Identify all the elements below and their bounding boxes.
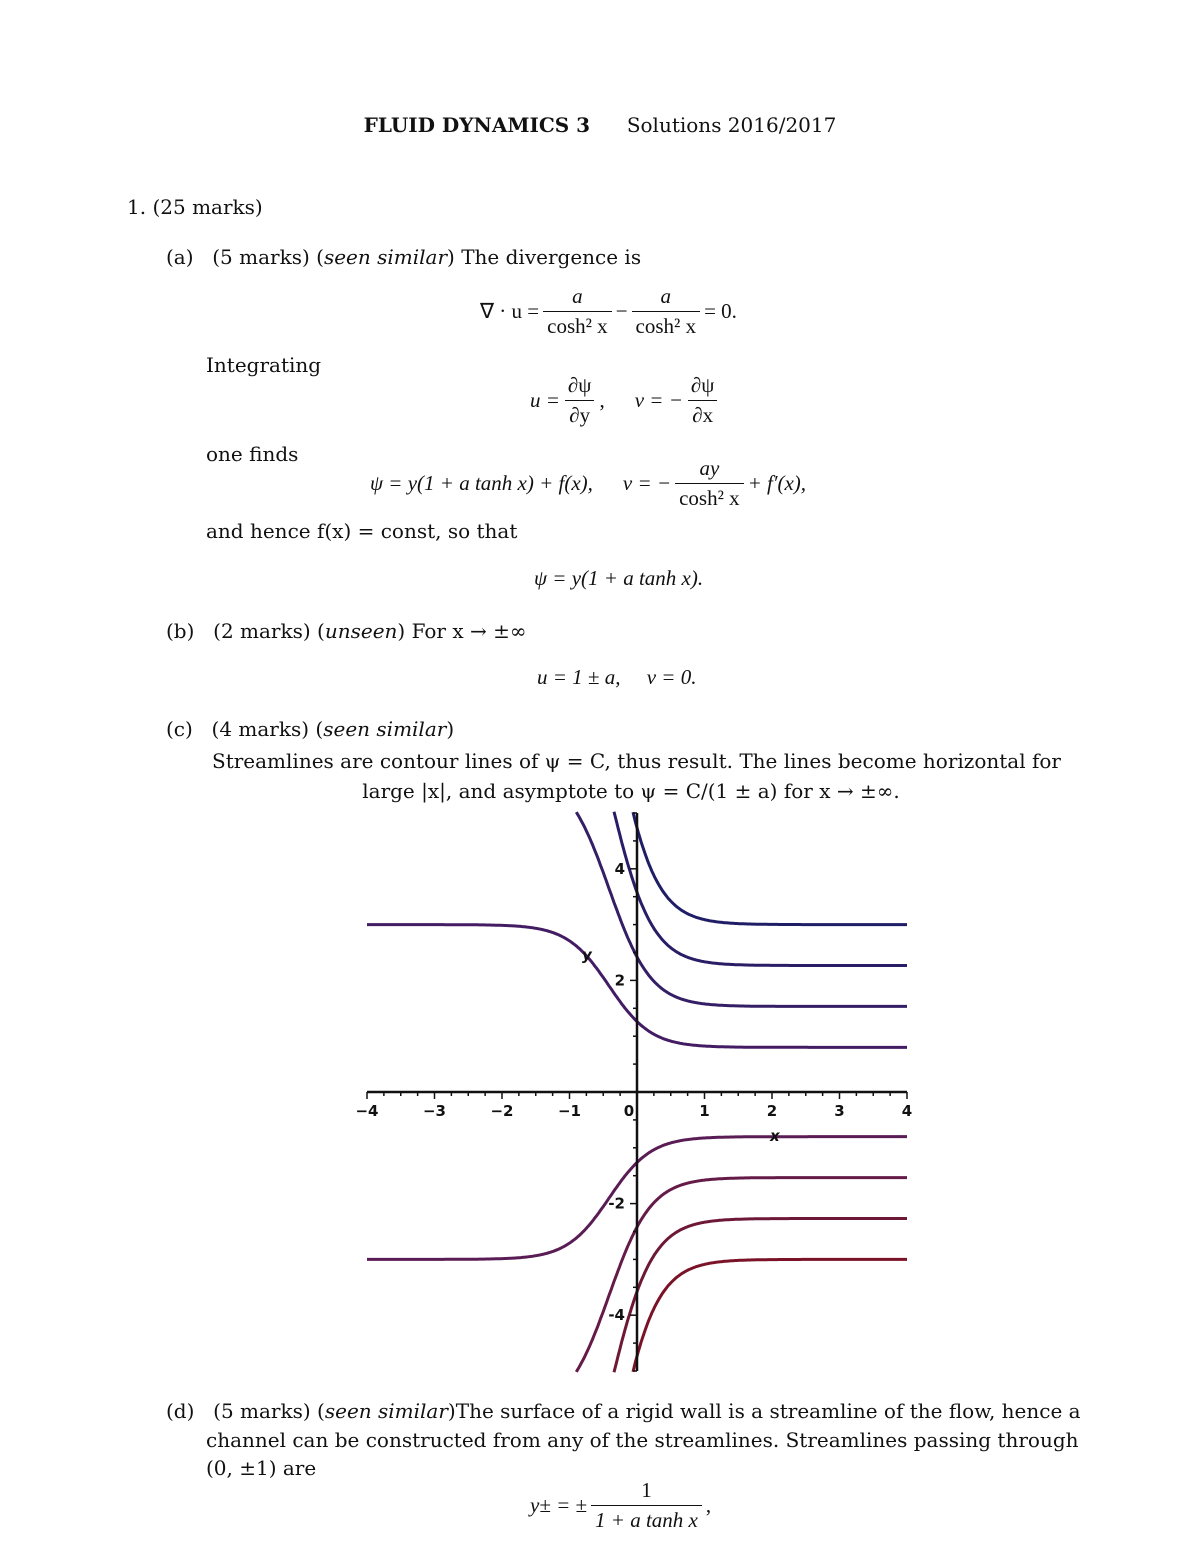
velocity-equation: u = $\frac{\partial\psi}{\partial y}$ , v = − $\frac{\partial\psi}{\partial x}$ — [530, 373, 722, 428]
eq1-frac-1 — [543, 284, 612, 339]
eq3-den: cosh² x — [675, 483, 744, 511]
eq2-den-2: ∂x — [688, 400, 717, 428]
eq2-frac-1 — [564, 373, 596, 428]
streamfunction-equation — [370, 456, 806, 511]
streamline-8 — [633, 1259, 907, 1371]
page-title — [0, 113, 1200, 137]
eq-d-frac — [591, 1478, 702, 1533]
eq-d-tail: , — [705, 1493, 712, 1517]
part-c-heading: (c) (4 marks) (seen similar) — [166, 717, 455, 741]
final-streamfunction: ψ = y(1 + a tanh x). — [534, 566, 704, 590]
part-d-line-2: channel can be constructed from any of the streamlines. Streamlines passing through — [206, 1428, 1079, 1452]
part-d-label: (d) — [166, 1399, 195, 1423]
part-a-heading: (a) (5 marks) (seen similar) The divergence is — [166, 245, 642, 269]
eq2-u: u = — [530, 388, 560, 412]
eq2-v: v = − — [634, 388, 683, 412]
question-heading — [127, 195, 263, 219]
part-a-marks: (5 marks) — [212, 245, 310, 269]
x-tick-label: −1 — [557, 1102, 582, 1120]
part-a-intro: The divergence is — [461, 245, 642, 269]
eq-d-lhs: y± = ± — [530, 1493, 588, 1517]
part-a-tag: seen similar — [323, 245, 448, 269]
eq1-lhs: ∇ · u = — [480, 299, 540, 323]
part-b-label: (b) — [166, 619, 195, 643]
streamline-7 — [614, 1219, 907, 1373]
eq1-num-2: a — [660, 284, 672, 308]
eq3-frac — [675, 456, 744, 511]
part-d-line-1: The surface of a rigid wall is a streamline of the flow, hence a — [455, 1399, 1081, 1423]
eq2-num-1: ∂ψ — [567, 373, 592, 397]
part-c-line-2: large |x|, and asymptote to ψ = C/(1 ± a) for x → ±∞. — [362, 779, 900, 803]
hence-text: and hence f(x) = const, so that — [206, 519, 518, 543]
eq3-v: v = − — [622, 471, 672, 495]
y-tick-label: 4 — [614, 859, 625, 878]
part-a-label: (a) — [166, 245, 194, 269]
y-tick-label: -4 — [608, 1306, 625, 1325]
y-tick-label: 2 — [614, 971, 625, 990]
part-c-label: (c) — [166, 717, 193, 741]
question-number: 1. — [127, 195, 147, 219]
part-b-heading: (b) (2 marks) (unseen) For x → ±∞ — [166, 619, 527, 643]
x-axis-label: x — [770, 1127, 780, 1145]
y-tick-label: -2 — [608, 1194, 625, 1213]
x-tick-label: 3 — [834, 1102, 845, 1120]
part-d-marks: (5 marks) — [213, 1399, 311, 1423]
eq3-tail: + f′(x), — [747, 471, 807, 495]
streamline-3 — [576, 812, 907, 1006]
eq1-frac-2 — [632, 284, 701, 339]
x-tick-label: −4 — [355, 1102, 379, 1120]
eq1-den-2: cosh² x — [632, 311, 701, 339]
part-c-line-1: Streamlines are contour lines of ψ = C, thus result. The lines become horizontal for — [212, 749, 1061, 773]
eq-d-den: 1 + a tanh x — [591, 1505, 702, 1533]
part-d-tag: seen similar — [324, 1399, 448, 1423]
x-tick-label: −2 — [490, 1102, 514, 1120]
part-d-line-3: (0, ±1) are — [206, 1456, 317, 1480]
eq1-den-1: cosh² x — [543, 311, 612, 339]
question-marks: (25 marks) — [152, 195, 263, 219]
eq3-psi: ψ = y(1 + a tanh x) + f(x), — [370, 471, 593, 495]
eq2-den-1: ∂y — [565, 400, 594, 428]
integrating-label: Integrating — [206, 353, 322, 377]
part-c-marks: (4 marks) — [211, 717, 310, 741]
streamline-6 — [576, 1178, 907, 1372]
part-c-tag: seen similar — [323, 717, 447, 741]
x-tick-label: 4 — [901, 1102, 913, 1120]
part-b-marks: (2 marks) — [213, 619, 311, 643]
eq1-rhs: = 0. — [704, 299, 737, 323]
divergence-equation: ∇ · u = $\frac{a}{\text{cosh² x}}$ − $\frac{a}{\text{cosh² x}}$ = 0. — [480, 284, 737, 338]
eq3-num: ay — [699, 456, 720, 480]
x-tick-label: 0 — [623, 1102, 635, 1120]
one-finds-label: one finds — [206, 442, 299, 466]
part-d-heading: (d) (5 marks) (seen similar)The surface of a rigid wall is a streamline of the flow, hence a — [166, 1399, 1081, 1423]
streamline-chart — [355, 808, 925, 1380]
streamline-1 — [633, 812, 907, 924]
course-subtitle: Solutions 2016/2017 — [626, 113, 837, 137]
limit-velocity-equation: u = 1 ± a, v = 0. — [537, 665, 697, 689]
eq2-num-2: ∂ψ — [690, 373, 715, 397]
eq2-frac-2 — [687, 373, 719, 428]
part-b-text: For x → ±∞ — [411, 619, 527, 643]
channel-equation — [530, 1478, 711, 1533]
course-title: FLUID DYNAMICS 3 — [363, 113, 591, 137]
x-tick-label: 1 — [699, 1102, 710, 1120]
chart-axes — [355, 813, 912, 1371]
part-b-tag: unseen — [324, 619, 398, 643]
x-tick-label: −3 — [422, 1102, 447, 1120]
y-axis-label: y — [582, 946, 592, 964]
x-tick-label: 2 — [766, 1102, 778, 1120]
streamline-2 — [614, 812, 907, 966]
eq-d-num: 1 — [641, 1478, 652, 1502]
eq1-num-1: a — [572, 284, 583, 308]
